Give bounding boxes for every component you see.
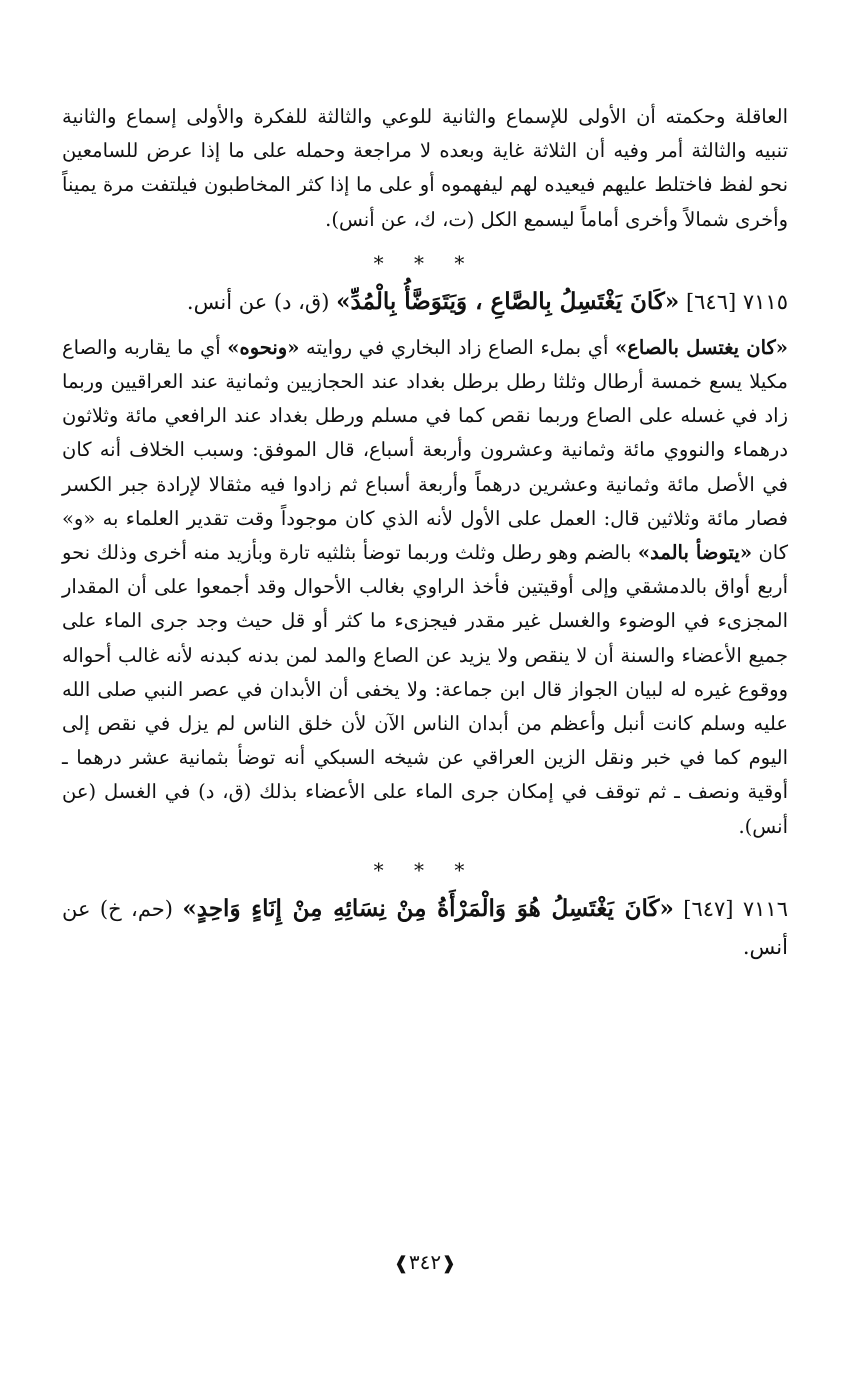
keyword-phrase: «كان يغتسل بالصاع»: [615, 335, 788, 359]
commentary-text: أي بملء الصاع زاد البخاري في روايته: [306, 335, 609, 359]
hadith-source: (ق، د) عن أنس.: [186, 289, 330, 314]
commentary-text: بالضم وهو رطل وثلث وربما توضأ بثلثيه تارة وبأزيد منه أخرى وذلك نحو أربع أواق بالدمشقي وإلى أوقيتين فأخذ الراوي بغالب الأحوال وقد أجمعوا على أن المقدار المجزىء في الوضوء والغسل غير مقدر فيجزىء ما كثر أو قل حيث وجد جرى الماء على جميع الأعضاء والسنة أن لا ينقص ولا يزيد عن الصاع والمد لمن بدنه كبدنه لأنه غالب أحواله ووقوع غيره له لبيان الجواز قال ابن جماعة: ولا يخفى أن الأبدان في عصر النبي صلى الله عليه وسلم كانت أنبل وأعظم من أبدان الناس الآن لأن خلق الناس لم يزل في نقص إلى اليوم كما في خبر ونقل الزين العراقي عن شيخه السبكي أنه توضأ بثمانية عشر درهما ـ أوقية ونصف ـ ثم توقف في إمكان جرى الماء على الأعضاء بذلك (ق، د) في الغسل (عن أنس).: [62, 541, 788, 838]
ornament-right-icon: ❱: [393, 1253, 409, 1274]
keyword-phrase: «ونحوه»: [227, 335, 300, 359]
hadith-source: (حم، خ) عن أنس.: [62, 896, 788, 959]
hadith-text: «كَانَ يَغْتَسِلُ هُوَ وَالْمَرْأَةُ مِنْ نِسَائِهِ مِنْ إِنَاءٍ وَاحِدٍ»: [182, 894, 674, 922]
page-number: ٣٤٢: [408, 1250, 442, 1274]
page-footer: [0, 1250, 850, 1274]
section-separator: * * *: [373, 857, 477, 882]
hadith-text: «كَانَ يَغْتَسِلُ بِالصَّاعِ ، وَيَتَوَضَّأُ بِالْمُدِّ»: [336, 287, 680, 315]
page-body: [62, 100, 788, 966]
hadith-7115: [62, 283, 788, 321]
keyword-phrase: «يتوضأ بالمد»: [637, 541, 753, 565]
hadith-7116: [62, 890, 788, 966]
commentary-paragraph-top: العاقلة وحكمته أن الأولى للإسماع والثانية للوعي والثالثة للفكرة والأولى إسماع والثانية تنبيه والثالثة أمر وفيه أن الثلاثة غاية وبعده لا مراجعة وحمله على ما إذا عرض للسامعين نحو لفظ فاختلط عليهم فيعيده لهم ليفهموه أو على ما إذا كثر المخاطبون فيلتفت مرة يميناً وأخرى شمالاً وأخرى أماماً ليسمع الكل (ت، ك، عن أنس).: [62, 105, 788, 231]
section-separator: * * *: [373, 250, 477, 275]
commentary-paragraph-main: [62, 331, 788, 844]
hadith-number: ٧١١٦ [٦٤٧]: [683, 896, 788, 921]
ornament-left-icon: ❰: [441, 1253, 457, 1274]
commentary-text: أي ما يقاربه والصاع مكيلا يسع خمسة أرطال وثلثا رطل برطل بغداد عند الحجازيين وثمانية عند العراقيين وربما زاد في غسله على الصاع وربما نقص كما في مسلم ورطل بغداد عند الرافعي مائة وثلاثون درهماء والنووي مائة وثمانية وعشرون وأربعة أسباع، قال الموفق: وسبب الخلاف أنه كان في الأصل مائة وثمانية وعشرين درهماً وأربعة أسباع ثم زادوا فيه مثقالا لإرادة جبر الكسر فصار مائة وثلاثين قال: العمل على الأول لأنه الذي كان موجوداً وقت تقدير العلماء به «و» كان: [62, 335, 788, 565]
hadith-number: ٧١١٥ [٦٤٦]: [685, 289, 788, 314]
